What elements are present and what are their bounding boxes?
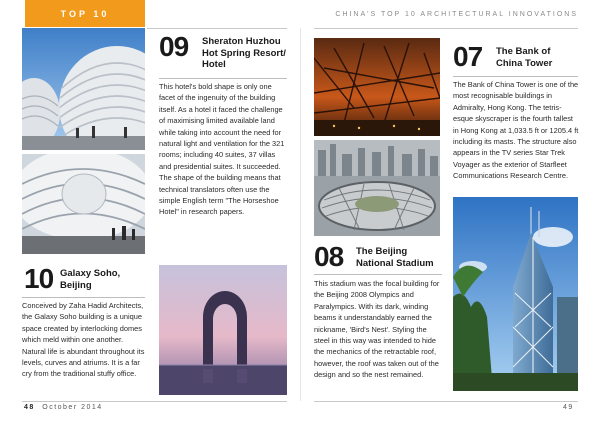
entry-07-rule — [453, 76, 578, 77]
right-page-number: 49 — [563, 404, 574, 411]
entry-08-title: The Beijing National Stadium — [356, 246, 434, 269]
entry-08-number: 08 — [314, 241, 344, 272]
entry-09-body: This hotel's bold shape is only one facet of the ingenuity of the building itself. As a hotel it faced the challenge of maximising limited available land while taking into account the need for natural light and ventilation for the 321 rooms; including 40 suites, 37 villas and presidential suites. It succeeded. The shape of the building means that technical translators often use the simple English term "The Horseshoe Hotel" in research papers. — [159, 82, 285, 217]
entry-09-rule — [159, 78, 287, 79]
bank-of-china-photo — [453, 197, 578, 391]
entry-09-title: Sheraton Huzhou Hot Spring Resort/ Hotel — [202, 36, 286, 70]
footer-rule-left — [22, 401, 287, 402]
birds-nest-photo-night — [314, 38, 440, 136]
entry-07-title: The Bank of China Tower — [496, 46, 553, 69]
page-gutter — [300, 28, 301, 401]
entry-10-title: Galaxy Soho, Beijing — [60, 268, 121, 291]
galaxy-soho-photo-exterior — [22, 28, 145, 150]
running-header: CHINA'S TOP 10 ARCHITECTURAL INNOVATIONS — [335, 11, 578, 18]
footer-left — [24, 404, 103, 411]
issue-date: October 2014 — [42, 404, 103, 411]
footer-rule-right — [314, 401, 578, 402]
entry-09-number: 09 — [159, 31, 189, 62]
section-tab-label: TOP 10 — [60, 8, 110, 19]
entry-07-number: 07 — [453, 41, 483, 72]
header-rule-right — [314, 28, 578, 29]
birds-nest-photo-aerial — [314, 140, 440, 236]
galaxy-soho-photo-atrium — [22, 154, 145, 254]
section-tab — [25, 0, 145, 27]
entry-10-rule — [22, 297, 145, 298]
entry-10-body: Conceived by Zaha Hadid Architects, the Galaxy Soho building is a unique space created by interlocking domes which meld within one another. Natural life is abundant throughout its levels, curves and atriums. It is a far cry from the traditional stuffy office. — [22, 301, 145, 379]
entry-08-body: This stadium was the focal building for the Beijing 2008 Olympics and Paralympics. With its dark, winding beams it understandably earned the nickname, 'Bird's Nest'. Styling the steel in this way was intended to hide the mechanics of the retractable roof, however, the roof was taken out of the design and so the nest remained. — [314, 279, 440, 380]
entry-07-body: The Bank of China Tower is one of the most recognisable buildings in Admiralty, Hong Kong. The tetris-esque skyscraper is the fourth tallest in Hong Kong at 1,033.5 ft or 1205.4 ft including its masts. The structure also appears in the TV series Star Trek Voyager as the exterior of Starfleet Communications Research Centre. — [453, 80, 579, 181]
header-rule-left — [147, 28, 287, 29]
entry-08-rule — [314, 274, 442, 275]
left-page-number: 48 — [24, 404, 35, 411]
sheraton-hotel-photo — [159, 265, 287, 395]
entry-10-number: 10 — [24, 263, 54, 294]
